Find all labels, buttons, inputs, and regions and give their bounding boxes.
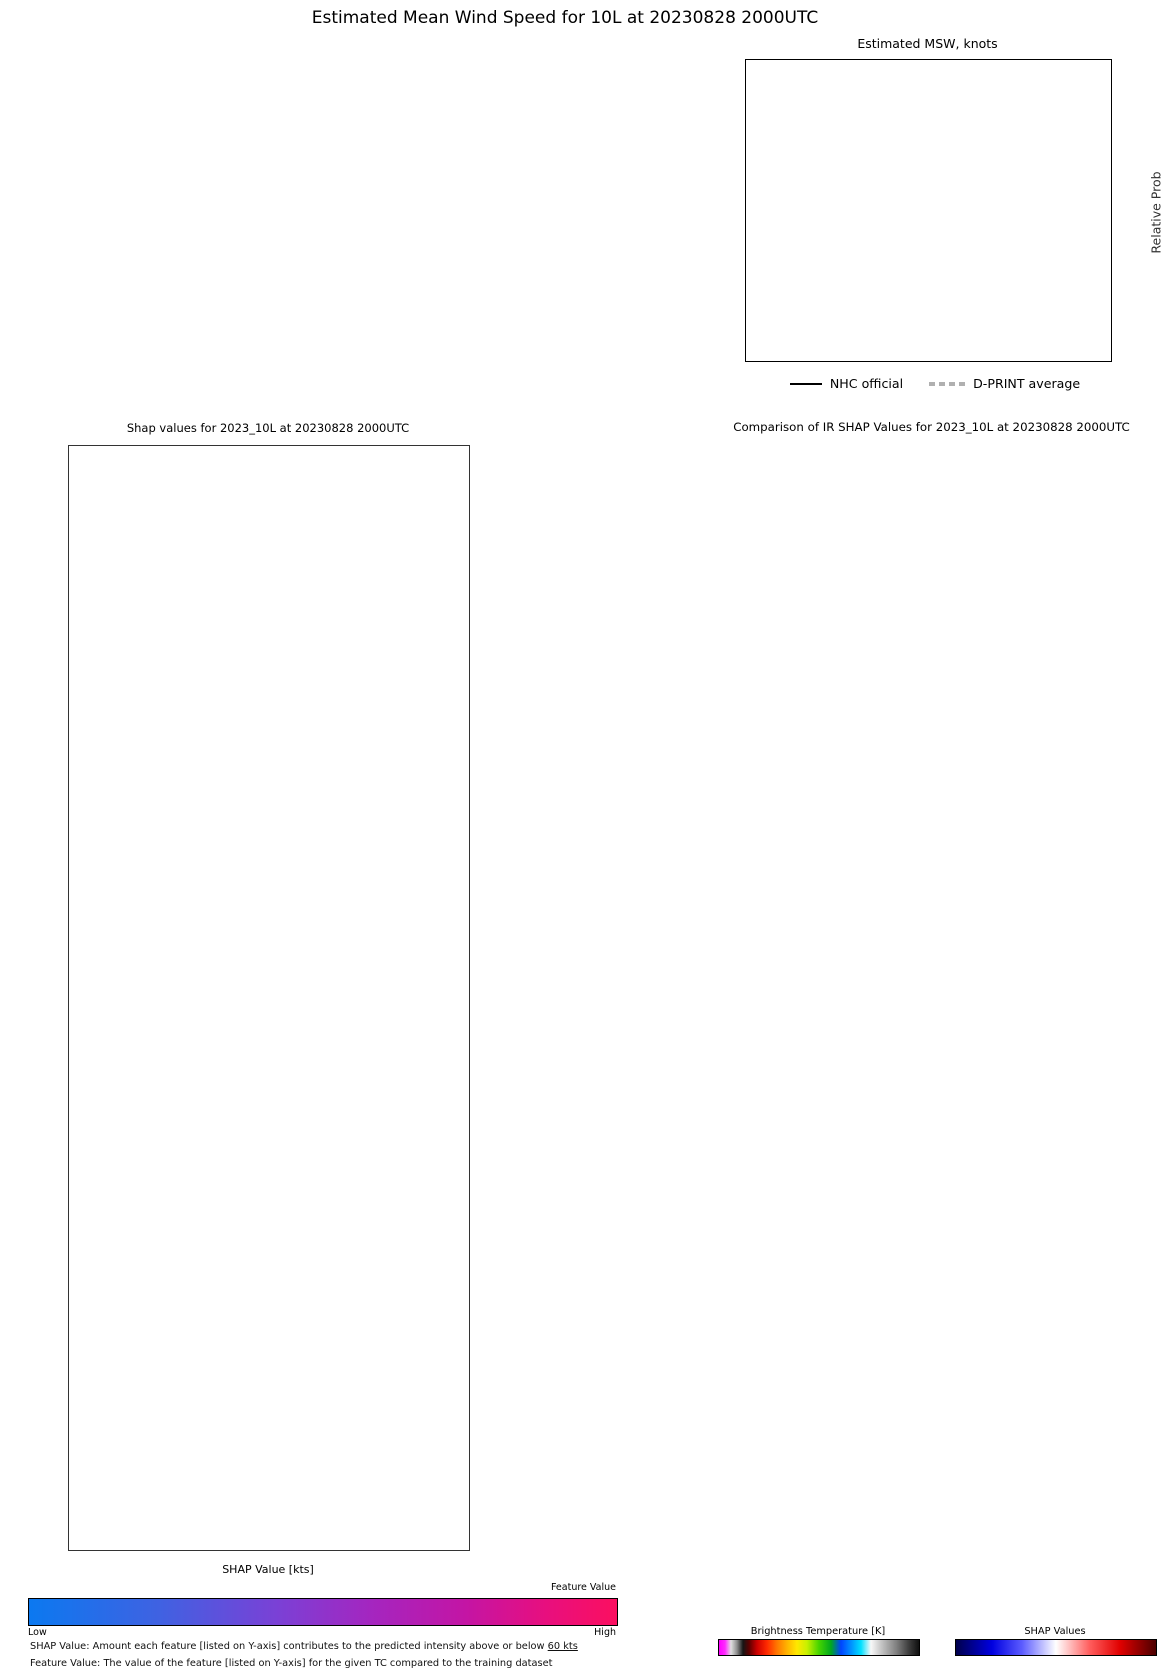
footnote-underline-60kts: 60 kts bbox=[547, 1641, 578, 1652]
histogram-title: Estimated MSW, knots bbox=[857, 36, 998, 51]
colorbar-low-label: Low bbox=[28, 1627, 47, 1638]
legend-item-nhc-official bbox=[790, 376, 903, 391]
shap-values-colorbar-title: SHAP Values bbox=[1024, 1626, 1086, 1637]
shap-xlabel: SHAP Value [kts] bbox=[222, 1563, 314, 1576]
msw-histogram-plot bbox=[745, 59, 1112, 362]
shap-values-colorbar bbox=[955, 1639, 1157, 1656]
dotted-line-icon bbox=[929, 382, 965, 386]
colorbar-high-label: High bbox=[594, 1627, 616, 1638]
main-title: Estimated Mean Wind Speed for 10L at 20230828 2000UTC bbox=[311, 8, 819, 28]
legend-label: NHC official bbox=[829, 376, 904, 391]
solid-line-icon bbox=[790, 383, 822, 385]
brightness-temp-colorbar-title: Brightness Temperature [K] bbox=[750, 1626, 886, 1637]
footnote-feature-value: Feature Value: The value of the feature [listed on Y-axis] for the given TC compared to the training dataset bbox=[30, 1658, 553, 1669]
histogram-ylabel: Relative Prob bbox=[1148, 171, 1164, 254]
histogram-legend bbox=[705, 376, 1165, 391]
feature-value-colorbar-title: Feature Value bbox=[550, 1582, 616, 1593]
feature-value-colorbar bbox=[28, 1598, 618, 1626]
legend-label: D-PRINT average bbox=[973, 376, 1081, 391]
shap-dot-plot bbox=[68, 445, 470, 1551]
brightness-temp-colorbar bbox=[718, 1639, 920, 1656]
shap-plot-title: Shap values for 2023_10L at 20230828 2000UTC bbox=[126, 421, 410, 435]
legend-item-dprint-average bbox=[929, 376, 1080, 391]
footnote-shap-value: SHAP Value: Amount each feature [listed on Y-axis] contributes to the predicted intensity above or below 60 kts bbox=[30, 1641, 578, 1652]
comparison-panel-title: Comparison of IR SHAP Values for 2023_10L at 20230828 2000UTC bbox=[733, 420, 1130, 434]
